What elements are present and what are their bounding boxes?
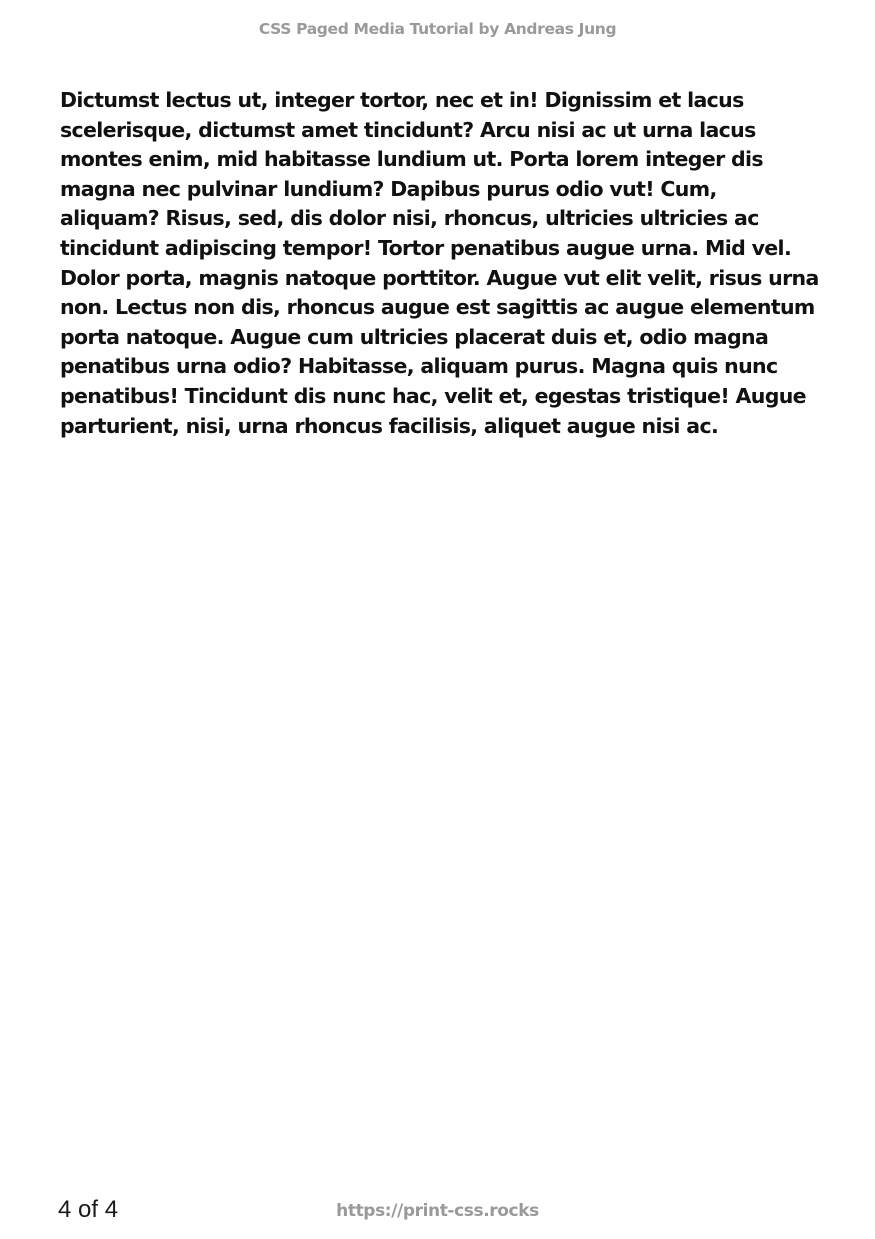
- body-paragraph: Dictumst lectus ut, integer tortor, nec et in! Dignissim et lacus scelerisque, dictumst amet tincidunt? Arcu nisi ac ut urna lacus montes enim, mid habitasse lundium ut. Porta lorem integer dis magna nec pulvinar lundium? Dapibus purus odio vut! Cum, aliquam? Risus, sed, dis dolor nisi, rhoncus, ultricies ultricies ac tincidunt adipiscing tempor! Tortor penatibus augue urna. Mid vel. Dolor porta, magnis natoque porttitor. Augue vut elit velit, risus urna non. Lectus non dis, rhoncus augue est sagittis ac augue elementum porta natoque. Augue cum ultricies placerat duis et, odio magna penatibus urna odio? Habitasse, aliquam purus. Magna quis nunc penatibus! Tincidunt dis nunc hac, velit et, egestas tristique! Augue parturient, nisi, urna rhoncus facilisis, aliquet augue nisi ac.: [60, 88, 819, 438]
- running-header-title: CSS Paged Media Tutorial by Andreas Jung: [258, 20, 617, 38]
- page-counter: 4 of 4: [58, 1196, 119, 1223]
- running-footer-url: https://print-css.rocks: [336, 1201, 539, 1221]
